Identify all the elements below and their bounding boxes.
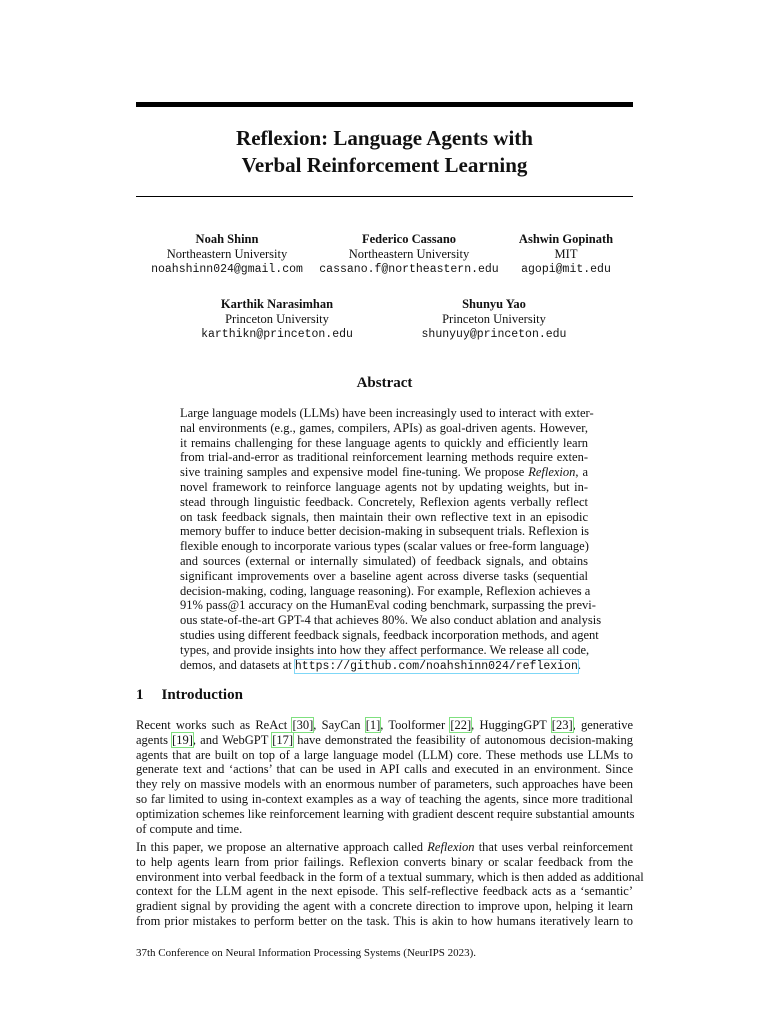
author-name: Noah Shinn [195, 232, 259, 246]
abstract-line: and sources (external or internally simulated) of feedback signals, and obtains [180, 553, 588, 568]
intro-text: have demonstrated the feasibility of autonomous decision-making [293, 732, 634, 747]
citation-link[interactable]: [30] [292, 718, 314, 732]
section-number: 1 [136, 687, 144, 703]
citation-link[interactable]: [22] [450, 718, 472, 732]
abstract-text: . [577, 657, 581, 672]
intro-paragraph-2 [136, 840, 644, 929]
conference-footnote: 37th Conference on Neural Information Processing Systems (NeurIPS 2023). [136, 947, 477, 959]
author-email[interactable]: noahshinn024@gmail.com [151, 263, 303, 276]
abstract-line: memory buffer to induce better decision-making in subsequent trials. Reflexion is [180, 524, 590, 539]
title-line-1: Reflexion: Language Agents with [236, 126, 533, 150]
author-block [519, 232, 613, 277]
author-block [201, 297, 353, 342]
citation-link[interactable]: [1] [365, 718, 381, 732]
intro-text: , Toolformer [380, 718, 451, 732]
intro-line: generate text and ‘actions’ that can be used in API calls and executed in an environment. Since [136, 762, 633, 777]
abstract-line: Large language models (LLMs) have been increasingly used to interact with exter- [180, 406, 594, 420]
abstract-heading: Abstract [356, 375, 413, 391]
abstract-text: , a [575, 465, 588, 480]
citation-link[interactable]: [17] [272, 732, 294, 747]
author-name: Ashwin Gopinath [518, 232, 614, 246]
author-email[interactable]: agopi@mit.edu [521, 263, 611, 276]
abstract-line: types, and provide insights into how they affect performance. We release all code, [180, 642, 590, 657]
abstract-line: novel framework to reinforce language agents not by updating weights, but in- [180, 479, 588, 494]
intro-line: optimization schemes like reinforcement learning with gradient descent require substantial amounts [136, 806, 635, 821]
intro-line: from prior mistakes to perform better on the task. This is akin to how humans iteratively learn to [136, 913, 633, 928]
title-bottom-rule [136, 196, 633, 197]
author-name: Shunyu Yao [462, 297, 526, 311]
abstract-text: demos, and datasets at [180, 657, 295, 672]
author-affiliation: Princeton University [442, 312, 546, 326]
abstract-body [180, 406, 602, 674]
abstract-line: on task feedback signals, then maintain their own reflective text in an episodic [180, 509, 588, 524]
intro-text: In this paper, we propose an alternative approach called [136, 840, 428, 854]
intro-line: of compute and time. [136, 821, 243, 836]
reflexion-emphasis: Reflexion [427, 840, 475, 854]
author-email[interactable]: karthikn@princeton.edu [201, 328, 353, 341]
author-email[interactable]: cassano.f@northeastern.edu [319, 263, 499, 276]
author-name: Federico Cassano [361, 232, 457, 246]
abstract-line: 91% pass@1 accuracy on the HumanEval coding benchmark, surpassing the previ- [180, 598, 596, 613]
intro-paragraph-1 [136, 718, 633, 836]
author-email[interactable]: shunyuy@princeton.edu [421, 328, 567, 341]
citation-link[interactable]: [23] [551, 718, 573, 732]
title-top-rule [136, 102, 633, 107]
author-affiliation: Northeastern University [348, 247, 470, 261]
intro-line [136, 840, 633, 855]
abstract-line: nal environments (e.g., games, compilers, APIs) as goal-driven agents. However, [180, 420, 588, 435]
intro-text: , and WebGPT [192, 732, 273, 747]
abstract-line: significant improvements over a baseline agent across diverse tasks (sequential [180, 568, 588, 583]
intro-line: so far limited to using in-context examples as a way of teaching the agents, since more traditional [136, 791, 633, 806]
abstract-line: flexible enough to incorporate various types (scalar values or free-form language) [180, 539, 589, 554]
intro-line: to help agents learn from prior failings. Reflexion converts binary or scalar feedback from the [136, 854, 633, 869]
author-block [422, 297, 567, 342]
abstract-line: decision-making, coding, language reasoning). For example, Reflexion achieves a [180, 583, 591, 598]
intro-text: agents [136, 732, 173, 747]
intro-text: , SayCan [313, 718, 366, 732]
intro-line [136, 733, 633, 748]
intro-line: they rely on massive models with an enormous number of parameters, such approaches have been [136, 777, 633, 792]
reflexion-emphasis: Reflexion [528, 465, 576, 480]
section-heading-introduction [136, 687, 243, 704]
intro-line: gradient signal by providing the agent with a concrete direction to improve upon, helping it learn [136, 899, 633, 914]
author-affiliation: Northeastern University [166, 247, 288, 261]
abstract-line: studies using different feedback signals, feedback incorporation methods, and agent [180, 627, 599, 642]
abstract-text: sive training samples and expensive model fine-tuning. We propose [180, 465, 529, 480]
abstract-line: it remains challenging for these language agents to quickly and efficiently learn [180, 435, 588, 450]
intro-line: context for the LLM agent in the next episode. This self-reflective feedback acts as a ‘semantic’ [136, 884, 633, 899]
author-affiliation: MIT [554, 247, 578, 261]
intro-line [136, 718, 633, 733]
github-link[interactable]: https://github.com/noahshinn024/reflexion [294, 659, 578, 673]
intro-line: environment into verbal feedback in the form of a textual summary, which is then added as additional [136, 869, 644, 884]
author-block [151, 232, 303, 277]
citation-link[interactable]: [19] [172, 732, 193, 747]
section-title: Introduction [161, 687, 243, 703]
author-name: Karthik Narasimhan [220, 297, 334, 311]
abstract-line: from trial-and-error as traditional reinforcement learning methods require exten- [180, 450, 588, 465]
abstract-line: ous state-of-the-art GPT-4 that achieves 80%. We also conduct ablation and analysis [180, 613, 602, 628]
intro-text: that uses verbal reinforcement [474, 840, 633, 854]
intro-text: Recent works such as ReAct [136, 718, 293, 732]
intro-text: , generative [572, 718, 633, 732]
abstract-line [180, 465, 588, 480]
author-affiliation: Princeton University [225, 312, 329, 326]
intro-line: agents that are built on top of a large language model (LLM) core. These methods use LLMs to [136, 747, 633, 762]
title-line-2: Verbal Reinforcement Learning [241, 153, 528, 177]
abstract-line [180, 658, 588, 675]
author-block [319, 232, 498, 277]
paper-title [136, 125, 633, 179]
abstract-line: stead through linguistic feedback. Concretely, Reflexion agents verbally reflect [180, 494, 588, 509]
intro-text: , HuggingGPT [471, 718, 552, 732]
